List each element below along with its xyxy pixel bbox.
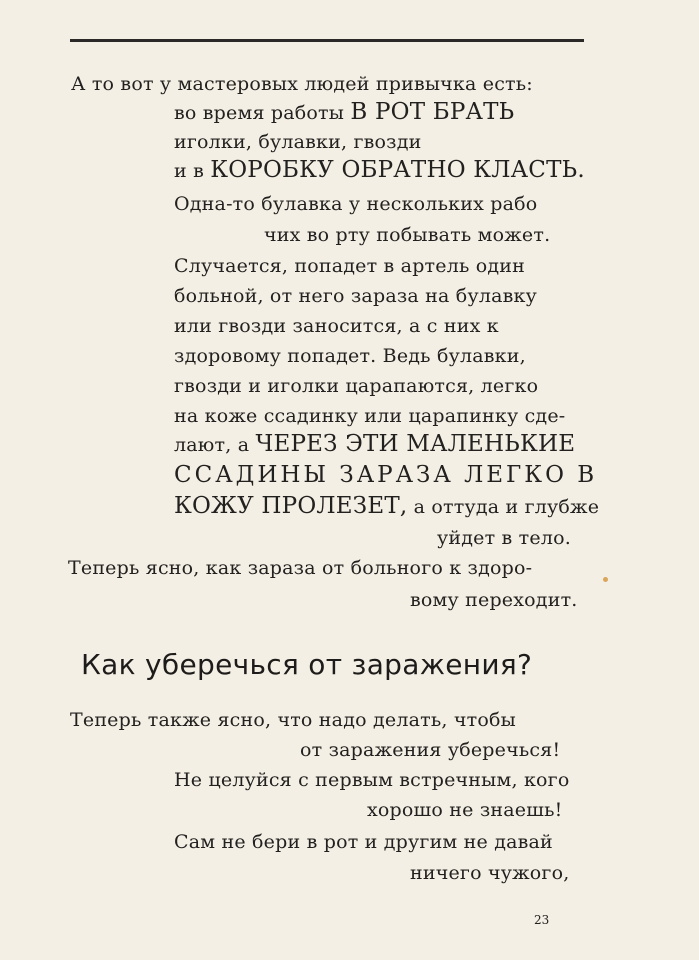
text-line: Сам не бери в рот и другим не давай <box>174 831 553 853</box>
page-number: 23 <box>534 913 550 927</box>
text-line: или гвозди заносится, а с них к <box>174 315 499 337</box>
top-rule <box>70 39 584 42</box>
text-line: Теперь также ясно, что надо делать, чтобы <box>70 709 516 731</box>
text-line: больной, от него зараза на булавку <box>174 285 537 307</box>
emphasis-text: ЧЕРЕЗ ЭТИ МАЛЕНЬКИЕ <box>255 431 576 457</box>
text-line: на коже ссадинку или царапинку сде- <box>174 405 566 427</box>
text-line: от заражения уберечься! <box>300 739 561 761</box>
text-line: вому переходит. <box>410 589 578 611</box>
text-line: хорошо не знаешь! <box>367 799 563 821</box>
text-segment: лают, а <box>174 434 250 456</box>
text-line <box>174 494 599 519</box>
text-segment: и в <box>174 160 204 182</box>
text-line: гвозди и иголки царапаются, легко <box>174 375 539 397</box>
text-line <box>174 100 514 125</box>
text-line: Не целуйся с первым встречным, кого <box>174 769 570 791</box>
text-line: А то вот у мастеровых людей привычка есть: <box>71 73 533 95</box>
text-line: Теперь ясно, как зараза от больного к здоро- <box>68 557 533 579</box>
text-line: Одна-то булавка у нескольких рабо <box>174 193 538 215</box>
emphasis-text: КОЖУ ПРОЛЕЗЕТ, <box>174 493 408 519</box>
emphasis-text: КОРОБКУ ОБРАТНО КЛАСТЬ. <box>210 157 585 183</box>
text-line <box>174 432 575 457</box>
text-line: чих во рту побывать может. <box>264 224 551 246</box>
text-line: иголки, булавки, гвозди <box>174 131 422 153</box>
ink-speck <box>603 577 608 582</box>
text-line: ничего чужого, <box>410 862 570 884</box>
emphasis-text: В РОТ БРАТЬ <box>350 99 515 125</box>
text-segment: а оттуда и глубже <box>413 496 600 518</box>
text-line: Случается, попадет в артель один <box>174 255 526 277</box>
text-segment: во время работы <box>174 102 345 124</box>
section-heading: Как уберечься от заражения? <box>81 648 533 681</box>
text-line: уйдет в тело. <box>437 527 571 549</box>
text-line <box>174 158 585 183</box>
emphasis-text-line: ССАДИНЫ ЗАРАЗА ЛЕГКО В <box>174 462 598 488</box>
text-line: здоровому попадет. Ведь булавки, <box>174 345 526 367</box>
